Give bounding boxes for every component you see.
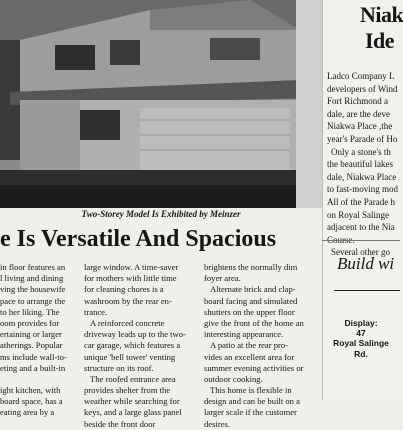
article-column-2 (84, 262, 192, 429)
ad-display-suffix: Rd. (354, 348, 368, 359)
column-line: l living and dining (0, 273, 64, 284)
column-line: unique 'bell tower' venting (84, 351, 176, 362)
column-line: structure on its roof. (84, 362, 154, 373)
sidebar-line: developers of Wind (327, 83, 398, 94)
column-line: A reinforced concrete (90, 317, 165, 328)
column-line: in floor features an (0, 262, 66, 272)
column-line: ight kitchen, with (0, 385, 61, 396)
column-line: to her liking. The (0, 306, 60, 317)
column-line: Alternate brick and clap- (210, 284, 296, 295)
column-line: large window. A time-saver (84, 262, 179, 272)
column-line: washroom by the rear en- (84, 295, 172, 306)
column-line: ertaining or larger (0, 329, 62, 340)
column-line: summer evening activities or (204, 362, 304, 373)
column-line: shutters on the upper floor (204, 306, 295, 317)
column-line: larger scale if the customer (204, 407, 297, 418)
sidebar-line: Ladco Company L (327, 71, 395, 81)
column-line: give the front of the home an (204, 317, 304, 328)
sidebar-heading-line2: Ide (365, 28, 395, 53)
sidebar-line: the beautiful lakes (327, 159, 393, 170)
article-column-1 (0, 262, 80, 418)
column-line: ms include wall-to- (0, 351, 67, 362)
column-line: The roofed entrance area (90, 373, 176, 384)
article-headline: e Is Versatile And Spacious (0, 226, 277, 252)
sidebar-line: on Royal Salinge (327, 209, 389, 220)
sidebar-line: Course. (327, 234, 355, 245)
column-line: desires. (204, 418, 231, 429)
sidebar-line: All of the Parade h (327, 196, 395, 207)
column-line: for cleaning chores is a (84, 284, 164, 295)
sidebar-line: Only a stone's th (331, 146, 391, 157)
column-line: This home is flexible in (210, 385, 292, 396)
ad-display-street: Royal Salinge (333, 338, 389, 349)
column-line: A patio at the rear pro- (210, 340, 289, 351)
column-line: brightens the normally dim (204, 262, 298, 272)
sidebar-line: Several other go (331, 247, 390, 258)
sidebar-line: year's Parade of Ho (327, 133, 398, 144)
column-line: eting and a built-in (0, 362, 66, 373)
ad-display-info (322, 318, 400, 359)
column-line: oom provides for (0, 317, 60, 328)
column-line: for mothers with little time (84, 273, 177, 284)
sidebar-line: Niakwa Place ,the (327, 121, 393, 132)
column-line: trance. (84, 306, 108, 317)
house-photo (0, 0, 322, 208)
column-line: foyer area. (204, 273, 241, 284)
column-line: eating area by a (0, 407, 55, 418)
ad-display-number: 47 (356, 328, 366, 339)
column-line: atherings. Popular (0, 340, 63, 351)
column-line (0, 374, 80, 385)
photo-caption: Two-Storey Model Is Exhibited by Meinzer (81, 209, 241, 219)
column-line: keys, and a large glass panel (84, 407, 182, 418)
article-column-3 (204, 262, 322, 429)
column-line: beside the front door (84, 418, 156, 429)
ad-divider (334, 290, 400, 291)
column-line: car garage, which features a (84, 340, 181, 351)
sidebar-heading-line1: Niak (360, 2, 403, 27)
column-line: vides an excellent area for (204, 351, 295, 362)
column-line: interesting appearance. (204, 329, 284, 340)
column-line: weather while searching for (84, 396, 180, 407)
column-line: design and can be built on a (204, 396, 300, 407)
column-line: board space, has a (0, 396, 63, 407)
ad-display-label: Display: (344, 318, 378, 328)
column-line: driveway leads up to the two- (84, 329, 186, 340)
sidebar-line: dale, Niakwa Place (327, 171, 397, 182)
column-line: outdoor cooking. (204, 373, 263, 384)
column-line: board facing and simulated (204, 295, 298, 306)
ad-title: Build wi (337, 254, 395, 273)
sidebar-line: dale, are the deve (327, 108, 390, 119)
column-line: ving the housewife (0, 284, 66, 295)
column-line: pace to arrange the (0, 295, 66, 306)
column-line: provides shelter from the (84, 385, 171, 396)
sidebar-line: Fort Richmond a (327, 96, 388, 107)
sidebar-body (327, 70, 400, 259)
sidebar-line: to fast-moving mod (327, 184, 398, 195)
sidebar-line: adjacent to the Nia (327, 222, 395, 233)
